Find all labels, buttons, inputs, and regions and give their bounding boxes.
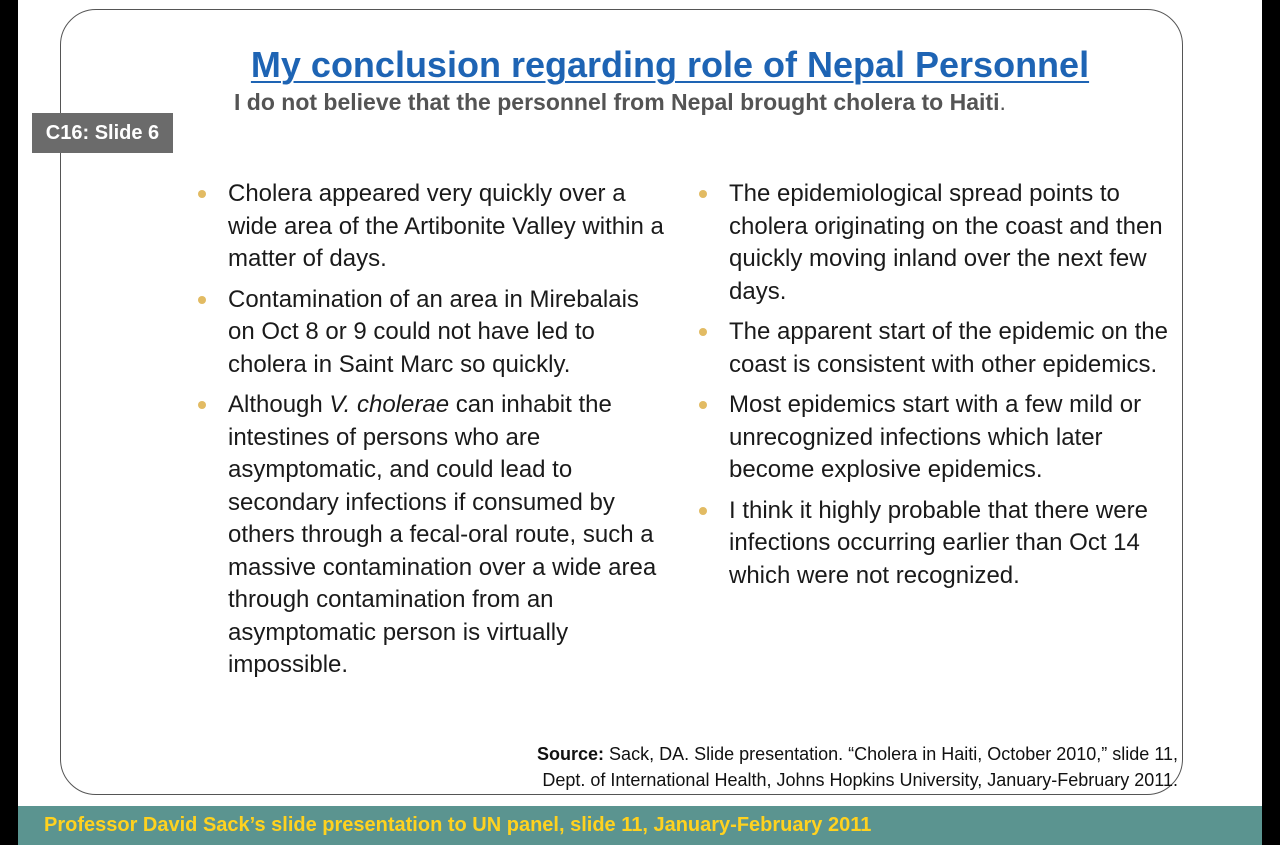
bullet-text: Contamination of an area in Mirebalais on Oct 8 or 9 could not have led to cholera in Saint Marc so quickly. <box>228 285 639 378</box>
bullet-dot-icon <box>198 296 206 304</box>
list-item <box>729 495 1169 593</box>
right-bullet-list <box>729 178 1169 600</box>
bullet-dot-icon <box>699 328 707 336</box>
source-line-2: Dept. of International Health, Johns Hopkins University, January-February 2011. <box>542 770 1178 790</box>
bullet-text: The apparent start of the epidemic on the coast is consistent with other epidemics. <box>729 318 1168 378</box>
left-bullet-list <box>228 178 668 690</box>
list-item <box>228 178 668 276</box>
source-text-1: Sack, DA. Slide presentation. “Cholera in Haiti, October 2010,” slide 11, <box>604 744 1178 764</box>
list-item <box>729 178 1169 308</box>
list-item <box>228 284 668 382</box>
list-item <box>228 389 668 682</box>
bullet-text-end: can inhabit the intestines of persons who are asymptomatic, and could lead to secondary infections if consumed by others through a fecal-oral route, such a massive contamination over a wide area through contamination from an asymptomatic person is virtually impossible. <box>228 391 657 678</box>
bullet-text: The epidemiological spread points to cholera originating on the coast and then quickly moving inland over the next few days. <box>729 180 1163 305</box>
subtitle-period: . <box>999 89 1006 115</box>
source-line-1 <box>537 741 1178 767</box>
bullet-dot-icon <box>198 401 206 409</box>
footer-caption: Professor David Sack’s slide presentation to UN panel, slide 11, January-February 2011 <box>44 814 872 836</box>
bullet-dot-icon <box>198 190 206 198</box>
list-item <box>729 389 1169 487</box>
bullet-text-start: Although <box>228 391 330 418</box>
bullet-dot-icon <box>699 507 707 515</box>
slide-tag-badge: C16: Slide 6 <box>32 113 173 153</box>
slide-subtitle <box>234 89 1006 116</box>
bullet-text: I think it highly probable that there were infections occurring earlier than Oct 14 which were not recognized. <box>729 496 1148 589</box>
source-citation <box>537 741 1178 793</box>
bullet-dot-icon <box>699 401 707 409</box>
list-item <box>729 316 1169 381</box>
subtitle-text: I do not believe that the personnel from Nepal brought cholera to Haiti <box>234 89 1000 115</box>
bullet-text-italic: V. cholerae <box>329 391 450 418</box>
bullet-dot-icon <box>699 190 707 198</box>
bullet-text: Cholera appeared very quickly over a wide area of the Artibonite Valley within a matter of days. <box>228 180 664 272</box>
source-label: Source: <box>537 744 605 764</box>
bullet-text: Most epidemics start with a few mild or unrecognized infections which later become explosive epidemics. <box>729 391 1142 483</box>
slide-title: My conclusion regarding role of Nepal Personnel <box>250 44 1090 85</box>
